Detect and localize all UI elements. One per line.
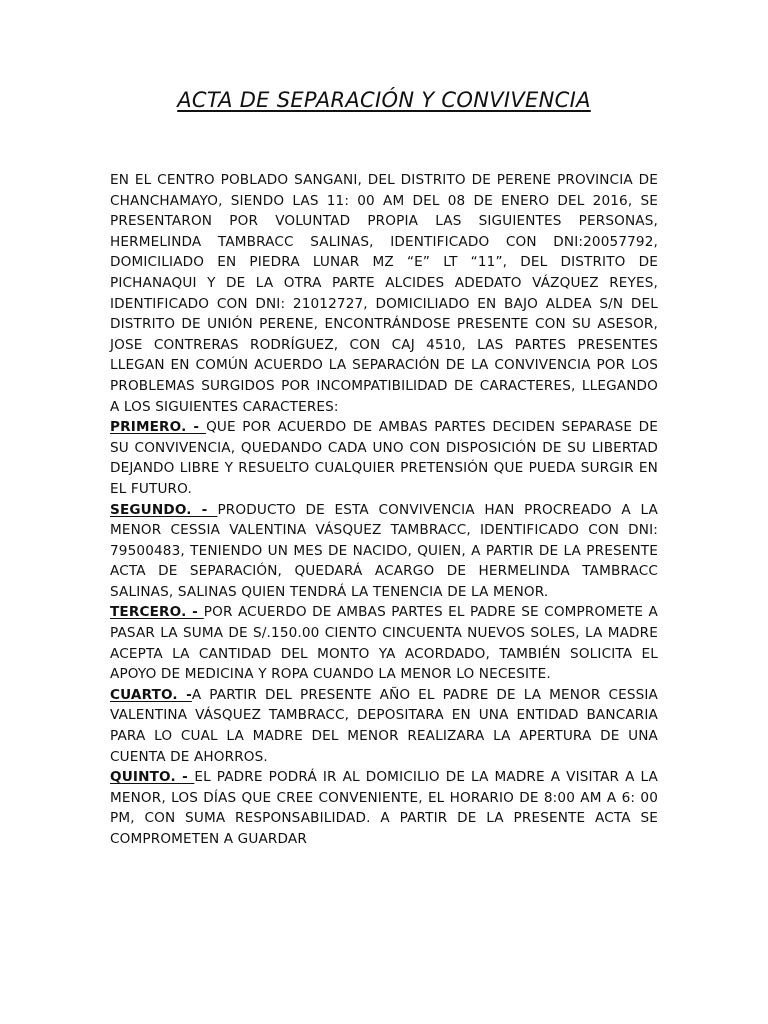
clause-label: TERCERO. - [110,604,204,621]
clause-quinto [110,767,658,849]
clause-text: A PARTIR DEL PRESENTE AÑO EL PADRE DE LA MENOR CESSIA VALENTINA VÁSQUEZ TAMBRACC, DEPOSITARA EN UNA ENTIDAD BANCARIA PARA LO CUAL LA MADRE DEL MENOR REALIZARA LA APERTURA DE UNA CUENTA DE AHORROS. [110,686,658,765]
clause-text: PRODUCTO DE ESTA CONVIVENCIA HAN PROCREADO A LA MENOR CESSIA VALENTINA VÁSQUEZ TAMBRACC, IDENTIFICADO CON DNI: 79500483, TENIENDO UN MES DE NACIDO, QUIEN, A PARTIR DE LA PRESENTE ACTA DE SEPARACIÓN, QUEDARÁ ACARGO DE HERMELINDA TAMBRACC SALINAS, SALINAS QUIEN TENDRÁ LA TENENCIA DE LA MENOR. [110,501,658,600]
document-body [110,170,658,850]
clause-cuarto [110,685,658,767]
clause-text: QUE POR ACUERDO DE AMBAS PARTES DECIDEN SEPARASE DE SU CONVIVENCIA, QUEDANDO CADA UNO CON DISPOSICIÓN DE SU LIBERTAD DEJANDO LIBRE Y RESUELTO CUALQUIER PRETENSIÓN QUE PUEDA SURGIR EN EL FUTURO. [110,419,659,497]
clause-label: CUARTO. - [110,686,192,703]
document-title: ACTA DE SEPARACIÓN Y CONVIVENCIA [177,88,591,112]
clause-text: POR ACUERDO DE AMBAS PARTES EL PADRE SE COMPROMETE A PASAR LA SUMA DE S/.150.00 CIENTO CINCUENTA NUEVOS SOLES, LA MADRE ACEPTA LA CANTIDAD DEL MONTO YA ACORDADO, TAMBIÉN SOLICITA EL APOYO DE MEDICINA Y ROPA CUANDO LA MENOR LO NECESITE. [110,604,658,683]
clause-primero [110,417,658,499]
clause-tercero [110,602,658,684]
clause-label: PRIMERO. - [110,419,207,436]
clause-label: SEGUNDO. - [110,501,218,518]
intro-paragraph: EN EL CENTRO POBLADO SANGANI, DEL DISTRITO DE PERENE PROVINCIA DE CHANCHAMAYO, SIENDO LAS 11: 00 AM DEL 08 DE ENERO DEL 2016, SE PRESENTARON POR VOLUNTAD PROPIA LAS SIGUIENTES PERSONAS, HERMELINDA TAMBRACC SALINAS, IDENTIFICADO CON DNI:20057792, DOMICILIADO EN PIEDRA LUNAR MZ “E” LT “11”, DEL DISTRITO DE PICHANAQUI Y DE LA OTRA PARTE ALCIDES ADEDATO VÁZQUEZ REYES, IDENTIFICADO CON DNI: 21012727, DOMICILIADO EN BAJO ALDEA S/N DEL DISTRITO DE UNIÓN PERENE, ENCONTRÁNDOSE PRESENTE CON SU ASESOR, JOSE CONTRERAS RODRÍGUEZ, CON CAJ 4510, LAS PARTES PRESENTES LLEGAN EN COMÚN ACUERDO LA SEPARACIÓN DE LA CONVIVENCIA POR LOS PROBLEMAS SURGIDOS POR INCOMPATIBILIDAD DE CARACTERES, LLEGANDO A LOS SIGUIENTES CARACTERES: [110,172,658,415]
clause-text: EL PADRE PODRÁ IR AL DOMICILIO DE LA MADRE A VISITAR A LA MENOR, LOS DÍAS QUE CREE CONVENIENTE, EL HORARIO DE 8:00 AM A 6: 00 PM, CON SUMA RESPONSABILIDAD. A PARTIR DE LA PRESENTE ACTA SE COMPROMETEN A GUARDAR [110,769,658,847]
clause-label: QUINTO. - [110,769,195,786]
clause-segundo [110,500,658,603]
